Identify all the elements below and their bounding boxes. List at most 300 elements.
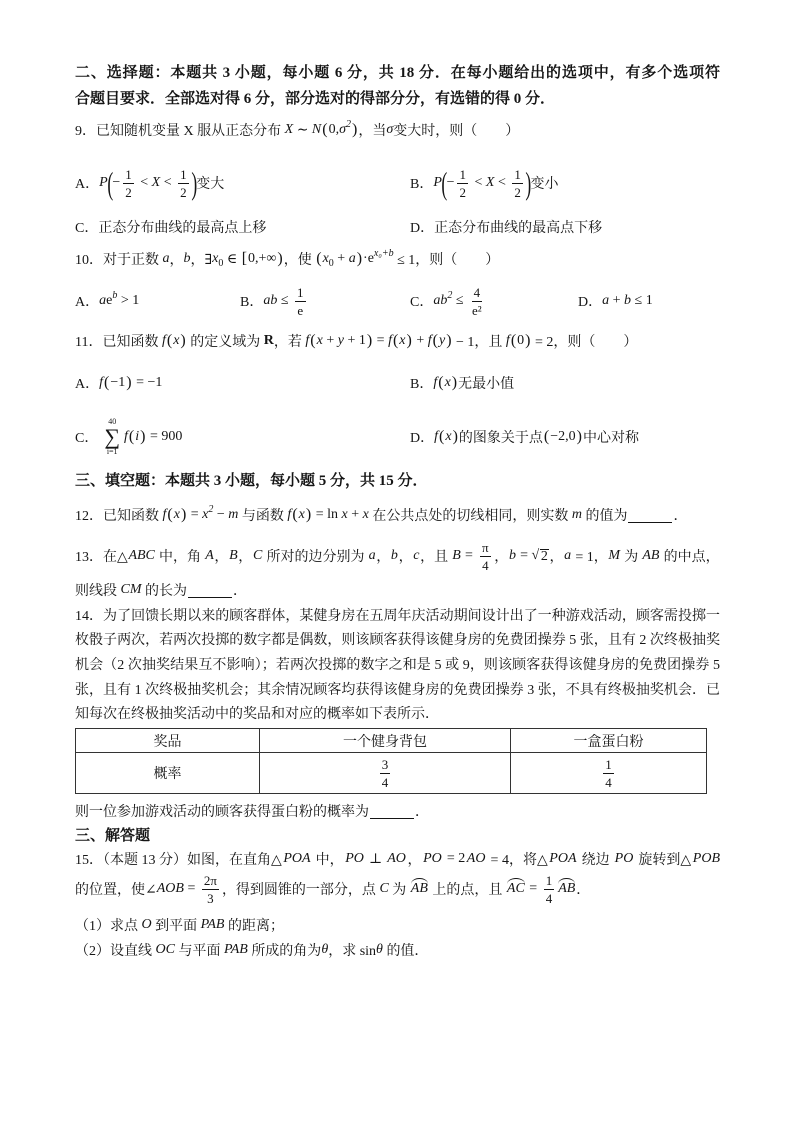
q9-option-d [410,212,602,242]
math-arc: AB [410,881,428,896]
math-variable: a [368,548,376,563]
text-run: ，求 sin [328,944,377,959]
math-variable: a [348,251,356,266]
math-variable: x [298,507,305,522]
math-variable: f [161,333,166,348]
q11-option-b [410,368,514,398]
math-subscript: 0 [218,257,224,269]
math-paren: ( [166,332,173,349]
math-paren: ( [438,374,444,391]
text-run: 10．对于正数 [75,253,163,268]
math-paren: ) [452,428,458,445]
text-run: = ln [312,507,342,522]
math-variable: θ [321,942,329,957]
math-paren: ( [167,506,173,523]
text-run: ，∃ [190,253,213,268]
text-run: D．正态分布曲线的最高点下移 [410,221,603,236]
fraction-denominator: 4 [482,557,489,573]
math-variable: ab [433,293,448,308]
math-variable: OC [155,942,175,957]
fraction-numerator: 1 [180,166,187,182]
text-run: 的中点， [660,550,720,565]
math-variable: f [162,507,167,522]
text-run: 则一位参加游戏活动的顾客获得蛋白粉的概率为 [75,805,369,820]
fraction-numerator: 1 [514,166,521,182]
math-variable: X [284,122,294,137]
text-run: ， [214,550,229,565]
summation-upper-limit: 40 [108,417,117,426]
text-run: ≤ 1，则（ ） [393,253,500,268]
math-paren: ( [322,121,328,138]
text-run: 旋转到△ [634,853,692,868]
text-run: ． [673,509,688,524]
math-superscript: 2 [447,289,453,301]
text-run: ，当 [358,124,387,139]
math-paren: ) [126,374,132,391]
text-run: = 4，将△ [487,853,548,868]
text-run: 0, [328,122,340,137]
fraction-denominator: e [297,302,304,318]
math-variable: M [608,548,621,563]
text-run: ⊥ [365,851,386,867]
text-run: ∈ [223,251,241,267]
fraction-denominator: 2 [125,184,132,200]
text-run: < [136,175,152,190]
text-run: + [333,251,349,266]
math-variable: x [341,507,348,522]
text-run: ． [576,883,591,898]
table-row-label: 概率 [76,753,260,794]
text-run: ， [494,550,509,565]
math-variable: x [445,429,452,444]
math-variable: O [141,917,152,932]
math-paren: ) [277,250,283,267]
text-run: D． [578,295,603,310]
math-variable: m [571,507,582,522]
math-variable: x [444,375,451,390]
math-variable: POA [549,851,577,866]
math-paren: ) [180,506,187,523]
math-arc: AB [558,881,576,896]
text-run: A． [75,177,100,192]
math-paren: ) [356,250,363,267]
probability-cell [260,753,511,794]
q10-option-b [240,281,309,321]
fraction-numerator: 1 [125,166,132,182]
text-run: ，使 [283,253,316,268]
text-run: + [347,507,363,522]
q12-stem [75,500,687,530]
math-variable: f [287,507,292,522]
math-fraction [202,873,219,906]
text-run: 无最小值 [458,377,515,392]
math-variable: θ [376,942,383,957]
math-variable: f [427,333,432,348]
text-run: −1 [110,375,126,390]
math-variable: x [212,251,219,266]
text-run: 0 [517,333,525,348]
math-fraction [470,285,484,318]
math-paren: ( [128,428,135,445]
math-paren: ) [406,332,412,349]
fraction-numerator: 4 [473,284,481,300]
math-paren: ) [446,332,452,349]
text-run: 的定义域为 [186,335,264,350]
text-run: 所成的角为 [247,944,322,959]
table-header-cell: 一个健身背包 [260,729,511,753]
text-run: ≤ 1 [631,293,653,308]
q11-stem [75,326,637,356]
math-radicand: 2 [540,548,548,564]
q15-line [75,869,590,909]
math-superscript: 2 [208,503,214,515]
text-run: + [412,333,428,348]
math-paren: ( [310,332,316,349]
text-run: + [322,333,338,348]
math-variable: PO [614,851,634,866]
math-paren: ( [439,428,445,445]
fraction-denominator: 2 [459,184,466,200]
math-paren: ) [576,428,582,445]
section-4-header: 三、解答题 [75,828,151,844]
text-run: 变大 [196,177,225,192]
math-variable: x [362,507,369,522]
text-run: D． [410,431,435,446]
math-variable: ab [263,293,278,308]
table-header-cell: 一盒蛋白粉 [511,729,707,753]
text-run: − [112,175,121,190]
math-variable: PO [345,851,364,866]
text-run: 的长为 [141,584,187,599]
math-variable: X [485,175,495,190]
text-run: ． [233,584,247,599]
text-run: + [609,293,625,308]
math-variable: a [602,293,610,308]
text-run: = [461,548,477,563]
math-big-paren: ) [525,165,532,201]
fraction-numerator: 1 [297,284,304,300]
math-variable: σ [386,122,394,137]
math-variable: f [433,375,438,390]
math-variable: f [99,375,104,390]
q10-option-c [410,281,487,321]
fraction-numerator: 3 [381,756,389,772]
text-run: ≤ [452,293,468,308]
text-run: = √ [516,548,540,563]
text-run: ，若 [273,335,306,350]
fraction-numerator: 1 [459,166,466,182]
math-variable: i [135,429,140,444]
section-2-header-line: 合题目要求．全部选对得 6 分，部分选对的得部分分，有选错的得 0 分． [75,91,556,107]
math-variable: X [151,175,161,190]
text-run: 0,+∞ [248,251,277,266]
text-run: = [525,881,541,896]
q9-option-c [75,212,266,242]
text-run: 为 [620,550,642,565]
math-variable: POA [283,851,311,866]
math-variable: B [229,548,238,563]
math-variable: f [388,333,392,348]
math-variable: PO [423,851,442,866]
math-bold-symbol: R [263,333,274,348]
text-run: 与平面 [174,944,224,959]
q10-stem [75,244,499,274]
math-variable: AO [387,851,406,866]
text-run: 的位置，使∠ [75,883,157,898]
text-run: A． [75,377,100,392]
math-fraction [380,757,391,790]
q11-option-a [75,368,162,398]
text-run: 与函数 [238,509,288,524]
math-paren: ) [525,332,531,349]
text-run: ，得到圆锥的一部分，点 [221,883,380,898]
fraction-denominator: e² [472,302,482,318]
q14-line: 知每次在终极抽奖活动中的奖品和对应的概率如下表所示． [75,707,439,722]
math-variable: m [228,507,239,522]
math-paren: ) [140,428,146,445]
text-run: = 1， [571,550,608,565]
answer-blank [628,508,672,523]
text-run: = 900 [146,429,183,444]
text-run: = [373,333,389,348]
text-run: B． [410,377,434,392]
math-variable: PAB [200,917,225,932]
math-variable: b [183,251,191,266]
math-variable: AB [642,548,660,563]
text-run: −2,0 [550,429,576,444]
text-run: 绕边 [578,853,614,868]
math-variable: x [316,333,323,348]
math-superscript: x₀+b [373,247,394,259]
text-run: （2）设直线 [75,944,156,959]
text-run: − [213,507,229,522]
math-variable: b [624,293,632,308]
math-variable: x [322,251,329,266]
section-3-header: 三、填空题：本题共 3 小题，每小题 5 分，共 15 分． [75,473,428,489]
text-run: 9．已知随机变量 X 服从正态分布 [75,124,285,139]
text-run: > 1 [117,293,140,308]
answer-blank [370,804,414,819]
text-run: ， [398,550,413,565]
q14-line: 14．为了回馈长期以来的顾客群体，某健身房在五周年庆活动期间设计出了一种游戏活动，顾客需投掷一 [75,609,720,624]
text-run: 所对的边分别为 [262,550,368,565]
text-run: = [187,507,203,522]
text-run: ·e [363,251,374,266]
prize-probability-table [75,728,707,794]
text-run: = [183,881,199,896]
summation-lower-limit: i=1 [106,447,118,456]
text-run: 的值． [382,944,429,959]
math-variable: CM [120,582,142,597]
math-variable: P [433,175,442,190]
probability-cell [511,753,707,794]
math-variable: x [202,507,209,522]
math-paren: ( [510,332,517,349]
text-run: + 1 [343,333,366,348]
math-paren: ) [180,332,186,349]
table-row [76,753,707,794]
math-variable: a [99,293,107,308]
math-paren: ( [432,332,438,349]
math-variable: f [505,333,510,348]
math-fraction [480,540,491,573]
fraction-denominator: 4 [381,774,389,790]
math-paren: ( [392,332,399,349]
math-variable: POB [692,851,720,866]
text-run: 变小 [530,177,559,192]
math-variable: f [124,429,128,444]
math-variable: a [564,548,572,563]
text-run: < [494,175,510,190]
fraction-denominator: 2 [180,184,187,200]
text-run: 上的点，且 [428,883,506,898]
fraction-numerator: 1 [605,756,612,772]
text-run: B． [240,295,264,310]
text-run: 到平面 [151,919,201,934]
math-paren: ) [305,506,312,523]
math-big-paren: ) [191,165,197,201]
text-run: （1）求点 [75,919,142,934]
math-variable: ABC [128,548,155,563]
text-run: 中， [312,853,344,868]
math-variable: P [99,175,108,190]
math-arc: AC [506,881,525,896]
text-run: ， [407,853,422,868]
math-fraction [603,757,614,790]
text-run: C． [410,295,434,310]
text-run: C． [75,431,99,446]
q9-option-a [75,163,224,203]
math-variable: f [305,333,310,348]
text-run: C．正态分布曲线的最高点上移 [75,221,267,236]
math-paren: ) [451,374,458,391]
fraction-numerator: 1 [545,872,553,888]
math-variable: x [173,507,180,522]
math-paren: ( [104,374,110,391]
text-run: 11．已知函数 [75,335,162,350]
math-variable: PAB [223,942,248,957]
math-superscript: b [112,289,118,301]
math-variable: a [162,251,170,266]
q13-line [75,575,247,605]
text-run: 则线段 [75,584,121,599]
fraction-denominator: 4 [605,774,612,790]
q14-line: 机会（2 次抽奖结果互不影响）；若两次投掷的数字之和是 5 或 9，则该顾客获得该健身房的免费团操券 5 [75,658,720,673]
text-run: ， [169,253,184,268]
text-run: = 2，则（ ） [531,335,638,350]
q13-line [75,536,720,576]
text-run: 的图象关于点 [458,431,543,446]
text-run: − 1，且 [452,335,506,350]
q11-option-c [75,414,182,460]
math-variable: c [413,548,420,563]
text-run: ∼ [293,122,312,138]
math-variable: N [311,122,322,137]
answer-blank [188,583,232,598]
math-variable: x [173,333,180,348]
section-2-header-line: 二、选择题：本题共 3 小题，每小题 6 分，共 18 分．在每小题给出的选项中，有多个选项符 [75,65,720,81]
math-variable: C [379,881,389,896]
text-run: = −1 [132,375,163,390]
q14-line: 张，且有 1 次终极抽奖机会；其余情况顾客均获得该健身房的免费团操券 3 张，不具有终极抽奖机会．已 [75,683,720,698]
text-run: 的值为 [581,509,628,524]
math-big-paren: ( [441,165,448,201]
text-run: − [446,175,455,190]
q9-option-b [410,163,559,203]
math-fraction [457,167,468,200]
math-variable: B [452,548,461,563]
text-run: 12．已知函数 [75,509,163,524]
math-paren: [ [241,250,248,267]
math-variable: y [337,333,344,348]
fraction-denominator: 2 [514,184,521,200]
text-run: 的距离； [224,919,284,934]
math-variable: y [438,333,446,348]
q10-option-a [75,281,139,321]
text-run: ，且 [420,550,452,565]
math-summation [104,418,120,456]
text-run: ． [415,805,429,820]
math-variable: b [390,548,398,563]
math-variable: x [399,333,406,348]
text-run: ， [376,550,391,565]
math-fraction [512,167,523,200]
text-run: ， [549,550,564,565]
math-variable: C [252,548,263,563]
q14-line: 枚骰子两次，若两次投掷的数字都是偶数，则该顾客获得该健身房的免费团操券 5 张，且有 2 次终极抽奖 [75,633,720,648]
fraction-denominator: 4 [545,890,553,906]
text-run: B． [410,177,434,192]
math-variable: b [508,548,516,563]
text-run: 为 [388,883,410,898]
math-big-paren: ( [107,165,113,201]
text-run: 15．（本题 13 分）如图，在直角△ [75,853,282,868]
fraction-numerator: π [482,539,489,555]
text-run: 中心对称 [582,431,639,446]
text-run: 13．在△ [75,550,128,565]
math-variable: AO [466,851,486,866]
q15-part-2 [75,935,428,965]
math-variable: A [205,548,214,563]
text-run: A． [75,295,100,310]
math-paren: ) [366,332,373,349]
math-fraction [295,285,306,318]
table-header-row [76,729,707,753]
math-paren: ) [352,121,358,138]
summation-sigma: ∑ [104,424,121,449]
q11-option-d [410,414,639,460]
math-paren: ( [292,506,298,523]
table-header-cell: 奖品 [76,729,260,753]
math-variable: AOB [156,881,184,896]
math-superscript: 2 [346,118,351,130]
text-run: < [470,175,486,190]
text-run: e [106,293,113,308]
math-variable: f [434,429,439,444]
q10-option-d [578,281,653,321]
text-run: ， [238,550,253,565]
fraction-numerator: 2π [203,872,217,888]
text-run: < [160,175,176,190]
text-run: 在公共点处的切线相同，则实数 [368,509,572,524]
text-run: 中，角 [155,550,205,565]
math-fraction [544,873,555,906]
text-run: = 2 [443,851,466,866]
math-paren: ( [543,428,550,445]
text-run: 变大时，则（ ） [393,124,520,139]
math-paren: ( [316,250,322,267]
math-subscript: 0 [328,257,334,269]
